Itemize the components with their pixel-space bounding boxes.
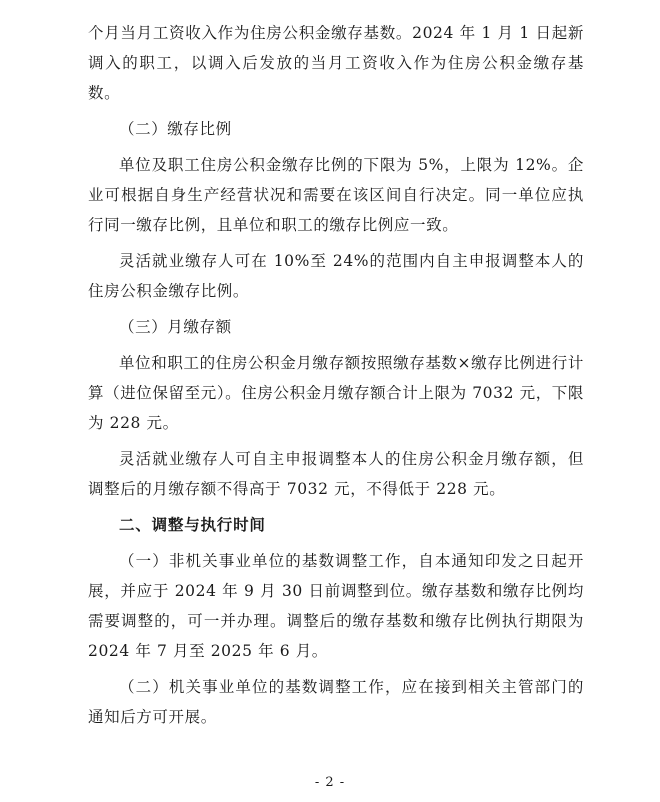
subsection-title-monthly-amount: （三）月缴存额 [119, 318, 232, 336]
paragraph-ratio-limits: 单位及职工住房公积金缴存比例的下限为 5%，上限为 12%。企业可根据自身生产经营状况和需要在该区间自行决定。同一单位应执行同一缴存比例，且单位和职工的缴存比例应一致。 [88, 156, 584, 234]
paragraph-government-adjustment: （二）机关事业单位的基数调整工作，应在接到相关主管部门的通知后方可开展。 [88, 678, 584, 726]
document-body [88, 18, 584, 738]
paragraph-contribution-base-continued: 个月当月工资收入作为住房公积金缴存基数。2024 年 1 月 1 日起新调入的职工，以调入后发放的当月工资收入作为住房公积金缴存基数。 [88, 24, 584, 102]
section-heading-adjustment-timeline: 二、调整与执行时间 [119, 516, 266, 534]
paragraph-flexible-monthly-amount: 灵活就业缴存人可自主申报调整本人的住房公积金月缴存额，但调整后的月缴存额不得高于 7032 元，不得低于 228 元。 [88, 450, 584, 498]
paragraph-flexible-ratio: 灵活就业缴存人可在 10%至 24%的范围内自主申报调整本人的住房公积金缴存比例。 [88, 252, 584, 300]
paragraph-monthly-amount-calc: 单位和职工的住房公积金月缴存额按照缴存基数×缴存比例进行计算（进位保留至元）。住房公积金月缴存额合计上限为 7032 元，下限为 228 元。 [88, 354, 584, 432]
page-number: - 2 - [314, 775, 346, 790]
subsection-title-contribution-ratio: （二）缴存比例 [119, 120, 232, 138]
paragraph-non-government-adjustment: （一）非机关事业单位的基数调整工作，自本通知印发之日起开展，并应于 2024 年 9 月 30 日前调整到位。缴存基数和缴存比例均需要调整的，可一并办理。调整后的缴存基数和缴存比例执行期限为 2024 年 7 月至 2025 年 6 月。 [88, 552, 584, 660]
